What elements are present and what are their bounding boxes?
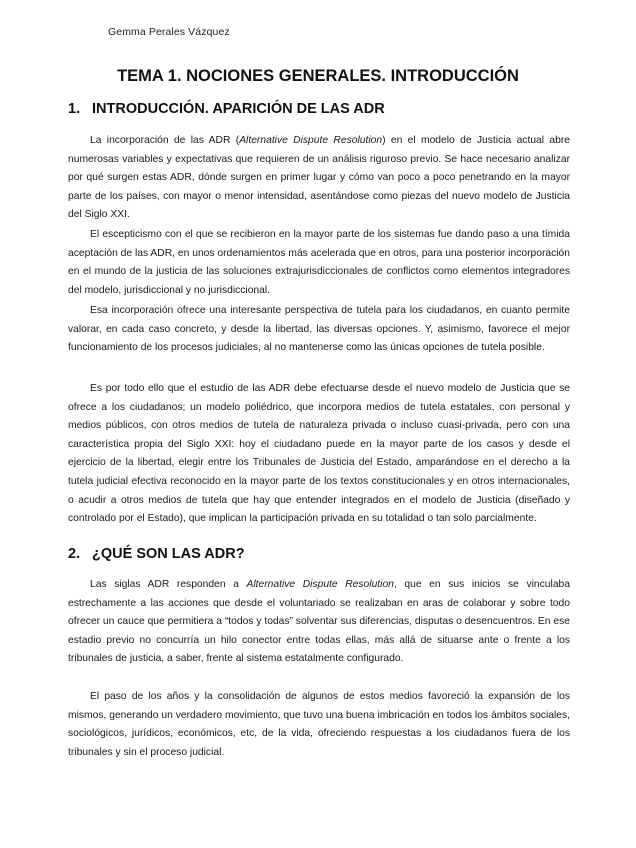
section-1-paragraph-2: El escepticismo con el que se recibieron en la mayor parte de los sistemas fue dando paso a una tímida aceptación de las ADR, en unos ordenamientos más acelerada que en otros, para una posterior incorporación en el mundo de la justicia de las soluciones extrajurisdiccionales de conflictos como elementos integradores del modelo, jurisdiccional y no jurisdiccional. (68, 229, 570, 296)
section-2-heading (68, 546, 245, 562)
section-1-number: 1. (68, 101, 81, 117)
paragraph-text: La incorporación de las ADR ( (90, 135, 240, 146)
italic-term: Alternative Dispute Resolution (246, 579, 394, 590)
paragraph-text: , que en sus inicios se vinculaba estrechamente a las acciones que desde el voluntariado se realizaban en aras de colaborar y sobre todo ofrecer un cauce que permitiera a “todos y todas” solventar sus diferencias, disputas o desencuentros. En ese estadio previo no concurría un hilo conector entre todas ellas, más allá de situarse ante o frente a los tribunales de justicia, a saber, frente al sistema estatalmente configurado. (68, 579, 571, 665)
running-header-author: Gemma Perales Vázquez (108, 26, 230, 38)
paragraph-text: ) en el modelo de Justicia actual abre numerosas variables y expectativas que requieren de un análisis riguroso previo. Se hace necesario analizar por qué surgen estas ADR, dónde surgen en primer lugar y cómo van poco a poco penetrando en la mayor parte de los países, con mayor o menor intensidad, asentándose como piezas del nuevo modelo de Justicia del Siglo XXI. (68, 135, 571, 221)
section-1-paragraph-1 (68, 132, 570, 225)
section-2-number: 2. (68, 546, 81, 562)
section-1-heading (68, 101, 385, 117)
section-2-paragraph-2: El paso de los años y la consolidación de algunos de estos medios favoreció la expansión de los mismos, generando un verdadero movimiento, que tuvo una buena imbricación en todos los ámbitos sociales, sociológicos, jurídicos, económicos, etc, de la vida, ofreciendo respuestas a los ciudadanos fuera de los tribunales y sin el proceso judicial. (68, 691, 570, 758)
section-2-title: ¿QUÉ SON LAS ADR? (92, 546, 245, 562)
italic-term: Alternative Dispute Resolution (239, 135, 383, 146)
paragraph-text: Las siglas ADR responden a (90, 579, 247, 590)
section-2-paragraph-1 (68, 576, 570, 669)
section-1-paragraph-3: Esa incorporación ofrece una interesante perspectiva de tutela para los ciudadanos, en cuanto permite valorar, en cada caso concreto, y desde la libertad, las diversas opciones. Y, asimismo, favorece el mejor funcionamiento de los procesos judiciales, al no mantenerse como las únicas opciones de tutela posible. (68, 305, 570, 354)
document-title: TEMA 1. NOCIONES GENERALES. INTRODUCCIÓN (117, 67, 519, 85)
section-1-title: INTRODUCCIÓN. APARICIÓN DE LAS ADR (92, 101, 385, 117)
section-1-paragraph-4: Es por todo ello que el estudio de las ADR debe efectuarse desde el nuevo modelo de Justicia que se ofrece a los ciudadanos; un modelo poliédrico, que incorpora medios de tutela estatales, con personal y medios públicos, con otros medios de tutela de naturaleza privada o incluso cuasi-privada, pero con una característica propia del Siglo XXI: hoy el ciudadano puede en la mayor parte de los casos y desde el ejercicio de la libertad, elegir entre los Tribunales de Justicia del Estado, amparándose en el derecho a la tutela judicial efectiva reconocido en la mayor parte de los textos constitucionales y en otros internacionales, o acudir a otros medios de tutela que hay que entender integrados en el modelo de Justicia (diseñado y controlado por el Estado), que implican la participación privada en su totalidad o tan solo parcialmente. (68, 383, 570, 525)
